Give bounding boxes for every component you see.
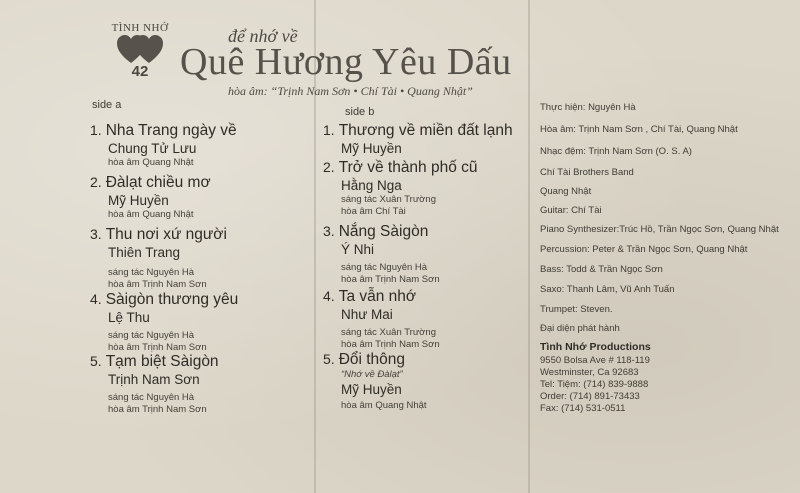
track-singer: Như Mai [341, 307, 393, 322]
track-title: Nắng Sàigòn [338, 223, 429, 240]
track-credit: hòa âm Trịnh Nam Sơn [108, 404, 207, 415]
credit-line: Quang Nhật [540, 186, 592, 197]
logo-brand: TÌNH NHỚ [111, 22, 169, 34]
production-name: Tình Nhớ Productions [540, 341, 651, 353]
track-list-item [90, 290, 238, 354]
credit-line: Chí Tài Brothers Band [540, 167, 634, 178]
track-credit: sáng tác Nguyên Hà [108, 392, 195, 403]
track-credit: sáng tác Xuân Trường [341, 194, 436, 205]
credit-line: Bass: Todd & Trần Ngọc Sơn [540, 264, 663, 275]
track-number: 3. [90, 226, 102, 242]
track-singer: Mỹ Huyền [108, 193, 169, 208]
track-credit: hòa âm Quang Nhật [108, 209, 194, 220]
track-singer: Thiên Trang [108, 245, 181, 260]
track-singer: Ý Nhi [341, 242, 375, 257]
credit-line: Đại diện phát hành [540, 323, 620, 334]
production-phone: Order: (714) 891-73433 [540, 391, 640, 402]
track-list-item [323, 350, 427, 412]
track-credit: sáng tác Nguyên Hà [341, 262, 428, 273]
track-list-item [90, 173, 211, 221]
track-singer: Hằng Nga [341, 178, 402, 193]
credit-line: Piano Synthesizer:Trúc Hồ, Trần Ngọc Sơn, Quang Nhật [540, 224, 779, 235]
credit-line: Nhạc đệm: Trịnh Nam Sơn (O. S. A) [540, 146, 692, 157]
track-list-item [90, 121, 237, 169]
track-title: Tạm biệt Sàigòn [105, 353, 219, 370]
track-credit: hòa âm Trịnh Nam Sơn [341, 274, 440, 285]
track-subtitle: “Nhớ về Đàlạt” [341, 369, 403, 380]
track-number: 2. [323, 159, 335, 175]
track-credit: hòa âm Trịnh Nam Sơn [108, 279, 207, 290]
side-b-label: side b [345, 106, 375, 118]
credit-line: Thực hiện: Nguyên Hà [540, 102, 636, 113]
album-title-prefix: để nhớ về [228, 26, 298, 46]
track-list-item [323, 287, 440, 351]
label-logo [110, 22, 170, 80]
track-title: Đàlạt chiều mơ [105, 174, 211, 191]
track-credit: hòa âm Trịnh Nam Sơn [108, 342, 207, 353]
track-singer: Mỹ Huyền [341, 141, 402, 156]
track-number: 1. [323, 122, 335, 138]
track-credit: hòa âm Quang Nhật [341, 400, 427, 411]
track-singer: Mỹ Huyền [341, 382, 402, 397]
track-number: 5. [90, 353, 102, 369]
track-number: 4. [90, 291, 102, 307]
credit-line: Guitar: Chí Tài [540, 205, 602, 216]
production-fax: Fax: (714) 531-0511 [540, 403, 626, 414]
credit-line: Percussion: Peter & Trần Ngọc Sơn, Quang Nhật [540, 244, 748, 255]
side-a-label: side a [92, 99, 122, 111]
production-address: Westminster, Ca 92683 [540, 367, 639, 378]
track-list-item [90, 225, 227, 291]
track-list-item [323, 222, 440, 286]
production-phone: Tel: Tiệm: (714) 839-9888 [540, 379, 649, 390]
track-list-item [90, 352, 219, 416]
credit-line: Saxo: Thanh Lâm, Vũ Anh Tuấn [540, 284, 675, 295]
fold-line [528, 0, 530, 493]
track-number: 2. [90, 174, 102, 190]
credit-line: Trumpet: Steven. [540, 304, 613, 315]
track-title: Nha Trang ngày về [105, 122, 237, 139]
track-number: 1. [90, 122, 102, 138]
track-credit: sáng tác Nguyên Hà [108, 267, 195, 278]
track-title: Trở về thành phố cũ [338, 159, 478, 176]
logo-number: 42 [131, 63, 149, 80]
track-list-item [323, 121, 513, 157]
track-credit: sáng tác Nguyên Hà [108, 330, 195, 341]
track-credit: sáng tác Xuân Trường [341, 327, 436, 338]
hearts-icon [117, 35, 163, 65]
track-title: Đổi thông [338, 351, 406, 368]
track-title: Sàigòn thương yêu [105, 291, 239, 308]
credit-line: Hòa âm: Trịnh Nam Sơn , Chí Tài, Quang Nhật [540, 124, 738, 135]
track-singer: Chung Tử Lưu [108, 141, 197, 156]
track-title: Thu nơi xứ người [105, 226, 227, 243]
production-address: 9550 Bolsa Ave # 118-119 [540, 355, 650, 366]
track-credit: hòa âm Quang Nhật [108, 157, 194, 168]
album-title: Quê Hương Yêu Dấu [180, 41, 512, 83]
track-title: Thương về miền đất lạnh [338, 122, 513, 139]
track-number: 4. [323, 288, 335, 304]
track-number: 5. [323, 351, 335, 367]
track-credit: hòa âm Trịnh Nam Sơn [341, 339, 440, 350]
track-singer: Trịnh Nam Sơn [108, 372, 200, 387]
track-title: Ta vẫn nhớ [338, 288, 417, 305]
track-list-item [323, 158, 478, 218]
track-credit: hòa âm Chí Tài [341, 206, 406, 217]
track-singer: Lệ Thu [108, 310, 150, 325]
track-number: 3. [323, 223, 335, 239]
album-arrangers: hòa âm: “Trịnh Nam Sơn • Chí Tài • Quang Nhật” [228, 84, 473, 98]
